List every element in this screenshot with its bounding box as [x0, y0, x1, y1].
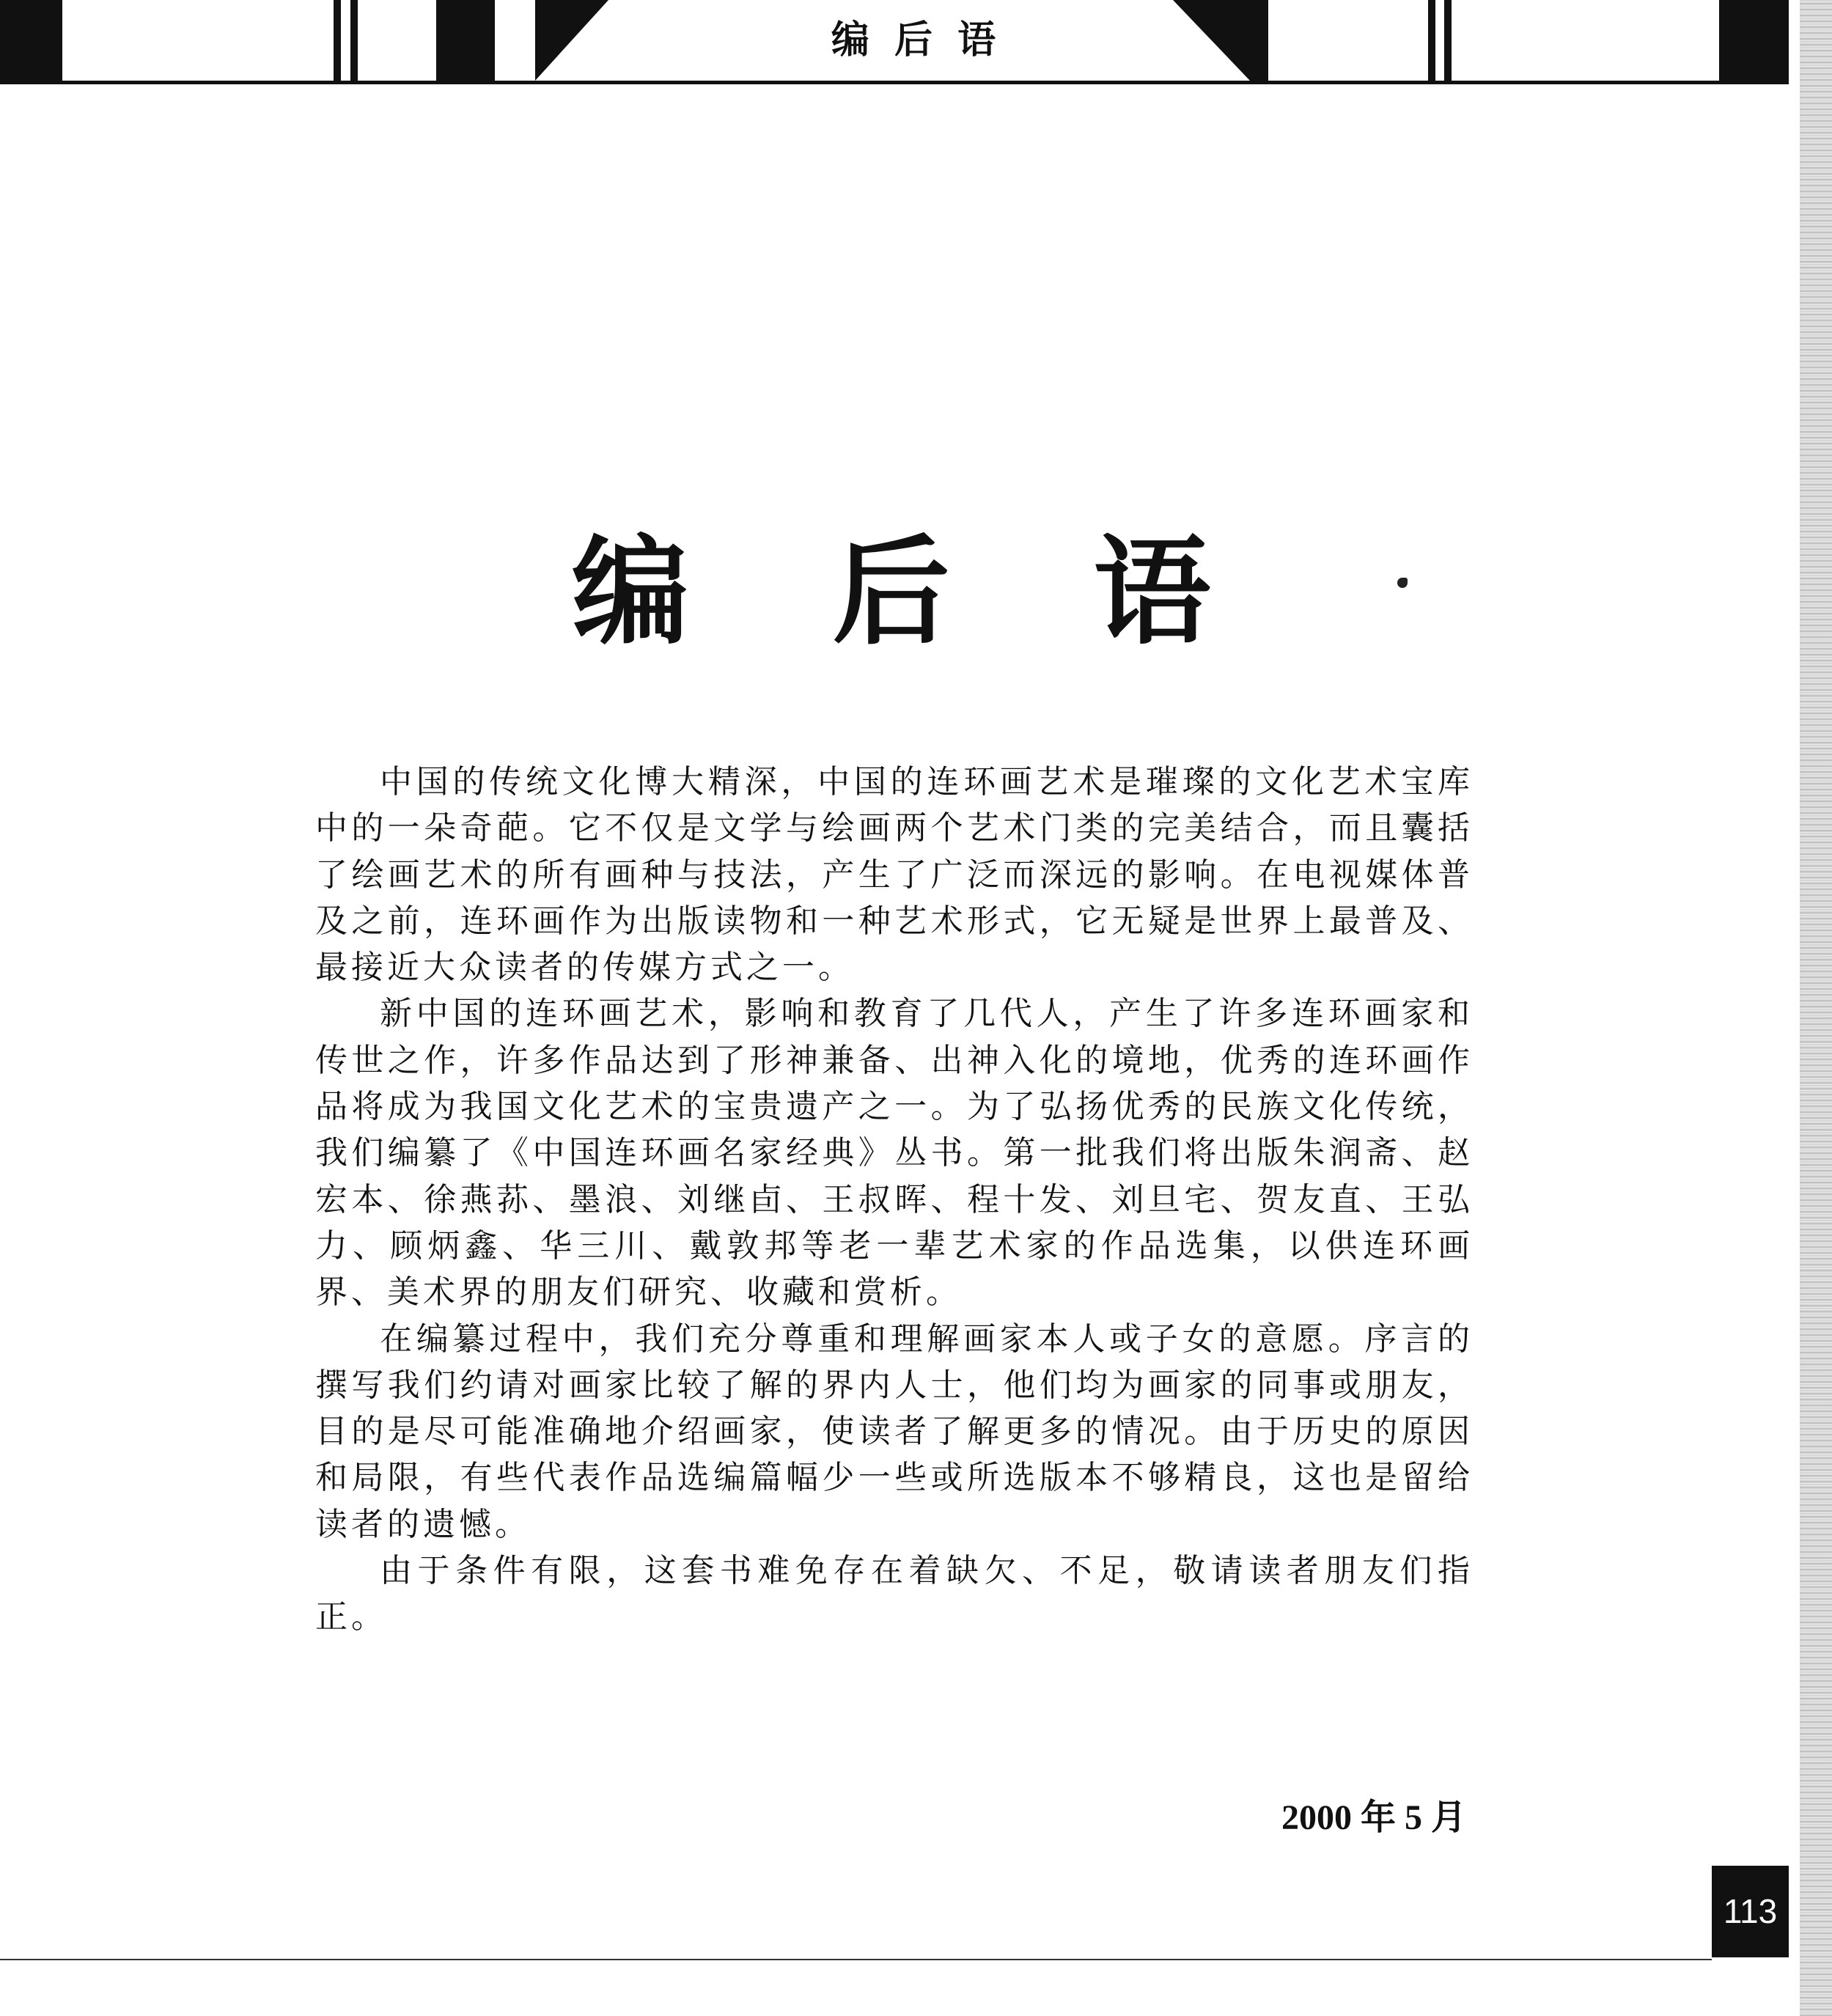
footer-rule — [0, 1959, 1712, 1960]
paragraph: 新中国的连环画艺术，影响和教育了几代人，产生了许多连环画家和传世之作，许多作品达到了形神兼备、出神入化的境地，优秀的连环画作品将成为我国文化艺术的宝贵遗产之一。为了弘扬优秀的民族文化传统，我们编纂了《中国连环画名家经典》丛书。第一批我们将出版朱润斋、赵宏本、徐燕荪、墨浪、刘继卣、王叔晖、程十发、刘旦宅、贺友直、王弘力、顾炳鑫、华三川、戴敦邦等老一辈艺术家的作品选集，以供连环画界、美术界的朋友们研究、收藏和赏析。 — [315, 995, 1474, 1311]
header-rule — [0, 81, 1789, 84]
header-block-left — [0, 0, 62, 81]
running-title: 编 后 语 — [831, 18, 1002, 62]
page-title: 编 后 语 — [572, 523, 1262, 661]
header-block-right — [1719, 0, 1789, 81]
ink-speck — [1397, 578, 1408, 588]
header-stripe — [1444, 0, 1452, 81]
body-text — [315, 759, 1474, 1641]
paragraph: 中国的传统文化博大精深，中国的连环画艺术是璀璨的文化艺术宝库中的一朵奇葩。它不仅是文学与绘画两个艺术门类的完美结合，而且囊括了绘画艺术的所有画种与技法，产生了广泛而深远的影响。在电视媒体普及之前，连环画作为出版读物和一种艺术形式，它无疑是世界上最普及、最接近大众读者的传媒方式之一。 — [315, 763, 1474, 987]
header-wedge-right — [1173, 0, 1250, 81]
header-stripe — [350, 0, 358, 81]
header-stripe — [1428, 0, 1435, 81]
paragraph: 在编纂过程中，我们充分尊重和理解画家本人或子女的意愿。序言的撰写我们约请对画家比较了解的界内人士，他们均为画家的同事或朋友，目的是尽可能准确地介绍画家，使读者了解更多的情况。由于历史的原因和局限，有些代表作品选编篇幅少一些或所选版本不够精良，这也是留给读者的遗憾。 — [315, 1320, 1474, 1543]
header-stripe — [334, 0, 341, 81]
paragraph: 由于条件有限，这套书难免存在着缺欠、不足，敬请读者朋友们指正。 — [315, 1552, 1474, 1636]
header-wedge-left — [535, 0, 608, 81]
header-block — [436, 0, 495, 81]
page-number: 113 — [1712, 1866, 1789, 1957]
date: 2000 年 5 月 — [1281, 1798, 1466, 1837]
scan-edge — [1800, 0, 1832, 2016]
header-block — [1250, 0, 1268, 81]
